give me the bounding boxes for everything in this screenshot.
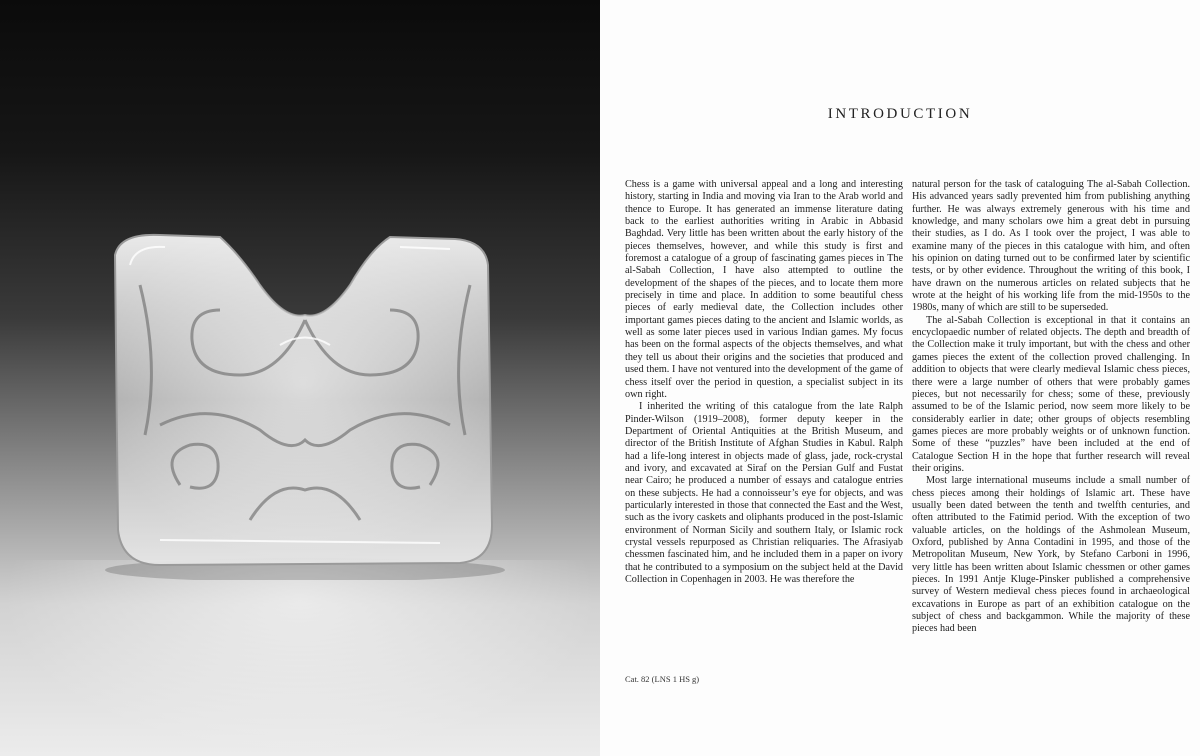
paragraph: natural person for the task of cataloguing The al-Sabah Collection. His advanced years sadly prevented him from publishing anything further. He was always extremely generous with his time and knowledge, and many scholars owe him a great debt in pursuing their studies, as I do. As I took over the project, I was able to examine many of the pieces in this catalogue with him, and often his opinion on dating turned out to be confirmed later by scientific tests, or by other evidence. Throughout the writing of this book, I have drawn on the numerous articles on related subjects that he wrote at the height of his working life from the mid-1950s to the 1980s, many of which are still to be superseded.: [912, 179, 1190, 314]
image-caption: Cat. 82 (LNS 1 HS g): [625, 674, 700, 684]
paragraph: I inherited the writing of this catalogue from the late Ralph Pinder-Wilson (1919–2008), former deputy keeper in the Department of Oriental Antiquities at the British Museum, and director of the British Institute of Afghan Studies in Kabul. Ralph had a life-long interest in objects made of glass, jade, rock-crystal and ivory, and excavated at Siraf on the Persian Gulf and Fustat near Cairo; he produced a number of essays and catalogue entries on these subjects. He had a connoisseur’s eye for objects, and was particularly interested in those that connected the East and the West, such as the ivory caskets and oliphants produced in the post-Islamic environment of Norman Sicily and southern Italy, or Islamic rock crystal vessels repurposed as Christian reliquaries. The Afrasiyab chessmen fascinated him, and he included them in a paper on ivory that he contributed to a symposium on the subject held at the David Collection in Copenhagen in 2003. He was therefore the: [625, 401, 903, 585]
photo-floor-shadow: [0, 560, 600, 756]
paragraph: The al-Sabah Collection is exceptional in that it contains an encyclopaedic number of related objects. The depth and breadth of the Collection make it truly important, but with the chess and other games pieces the extent of the collection proved challenging. In addition to objects that were clearly medieval Islamic chess pieces, there were a large number of others that were probably games pieces, but not necessarily for chess; some of these, previously assumed to be of the Islamic period, now seem more likely to be considerably earlier in date; other groups of objects resembling games pieces are more probably weights or of unknown function. Some of these “puzzles” have been included at the end of Catalogue Section H in the hope that further research will reveal their origins.: [912, 314, 1190, 474]
paragraph: Chess is a game with universal appeal and a long and interesting history, starting in India and moving via Iran to the Arab world and thence to Europe. It has generated an immense literature dating back to the earliest authorities writing in Arabic in Abbasid Baghdad. Very little has been written about the early history of the pieces themselves, however, and while this study is first and foremost a catalogue of a group of fascinating games pieces in The al-Sabah Collection, I have also attempted to outline the development of the shapes of the pieces, and to locate them more precisely in time and place. In addition to some beautiful chess pieces of early medieval date, the Collection includes other important games pieces dating to the ancient and Islamic worlds, as well as some later pieces used in various Indian games. My focus has been on the formal aspects of the objects themselves, and what they tell us about their origins and the societies that produced and used them. I have not ventured into the development of the game of chess itself over the period in question, a specialist subject in its own right.: [625, 179, 903, 400]
text-column-right: [912, 179, 1190, 636]
paragraph: Most large international museums include a small number of chess pieces among their holdings of Islamic art. These have usually been dated between the tenth and twelfth centuries, and often attributed to the Fatimid period. With the exception of two valuable articles, on the holdings of the Ashmolean Museum, Oxford, published by Anna Contadini in 1995, and those of the Metropolitan Museum, New York, by Stefano Carboni in 1996, very little has been written about Islamic chessmen or other games pieces. In 1991 Antje Kluge-Pinsker published a comprehensive survey of Western medieval chess pieces found in archaeological excavations in Europe as part of an exhibition catalogue on the subject of chess and backgammon. While the majority of these pieces had been: [912, 475, 1190, 635]
text-column-left: [625, 179, 903, 586]
rock-crystal-chess-piece-image: [100, 225, 505, 580]
text-page: [600, 0, 1200, 756]
page-heading: INTRODUCTION: [827, 106, 973, 122]
